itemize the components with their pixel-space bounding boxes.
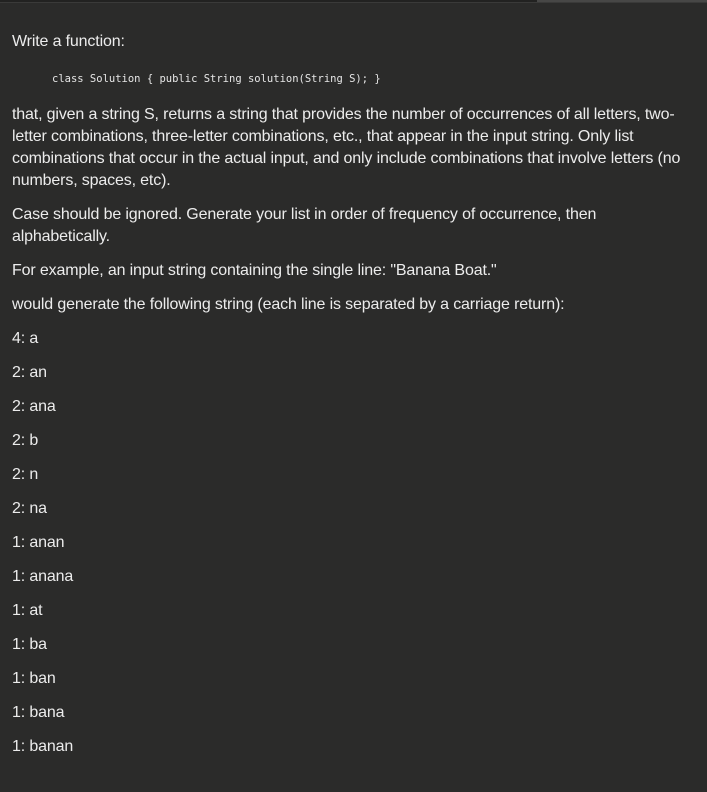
example-output-list <box>12 328 73 770</box>
result-intro-text: would generate the following string (each line is separated by a carriage return): <box>12 296 565 313</box>
output-line: 1: bana <box>12 704 65 721</box>
output-line: 2: n <box>12 466 39 483</box>
top-divider-accent <box>537 0 707 2</box>
output-line: 2: b <box>12 432 39 449</box>
example-text: For example, an input string containing the single line: "Banana Boat." <box>12 262 497 279</box>
output-line: 1: at <box>12 602 43 619</box>
intro-text: Write a function: <box>12 33 125 50</box>
code-signature: class Solution { public String solution(String S); } <box>52 73 381 85</box>
output-line: 1: ba <box>12 636 47 653</box>
output-line: 2: na <box>12 500 47 517</box>
output-line: 1: anana <box>12 568 74 585</box>
output-line: 2: ana <box>12 398 56 415</box>
description-paragraph-2: Case should be ignored. Generate your list in order of frequency of occurrence, then alphabetically. <box>12 206 597 245</box>
output-line: 1: ban <box>12 670 56 687</box>
output-line: 2: an <box>12 364 47 381</box>
output-line: 1: anan <box>12 534 65 551</box>
output-line: 1: banan <box>12 738 74 755</box>
description-paragraph-1: that, given a string S, returns a string that provides the number of occurrences of all letters, two-letter combinations, three-letter combinations, etc., that appear in the input string. Only list combinations that occur in the actual input, and only include combinations that involve letters (no numbers, spaces, etc). <box>12 106 681 189</box>
output-line: 4: a <box>12 330 39 347</box>
